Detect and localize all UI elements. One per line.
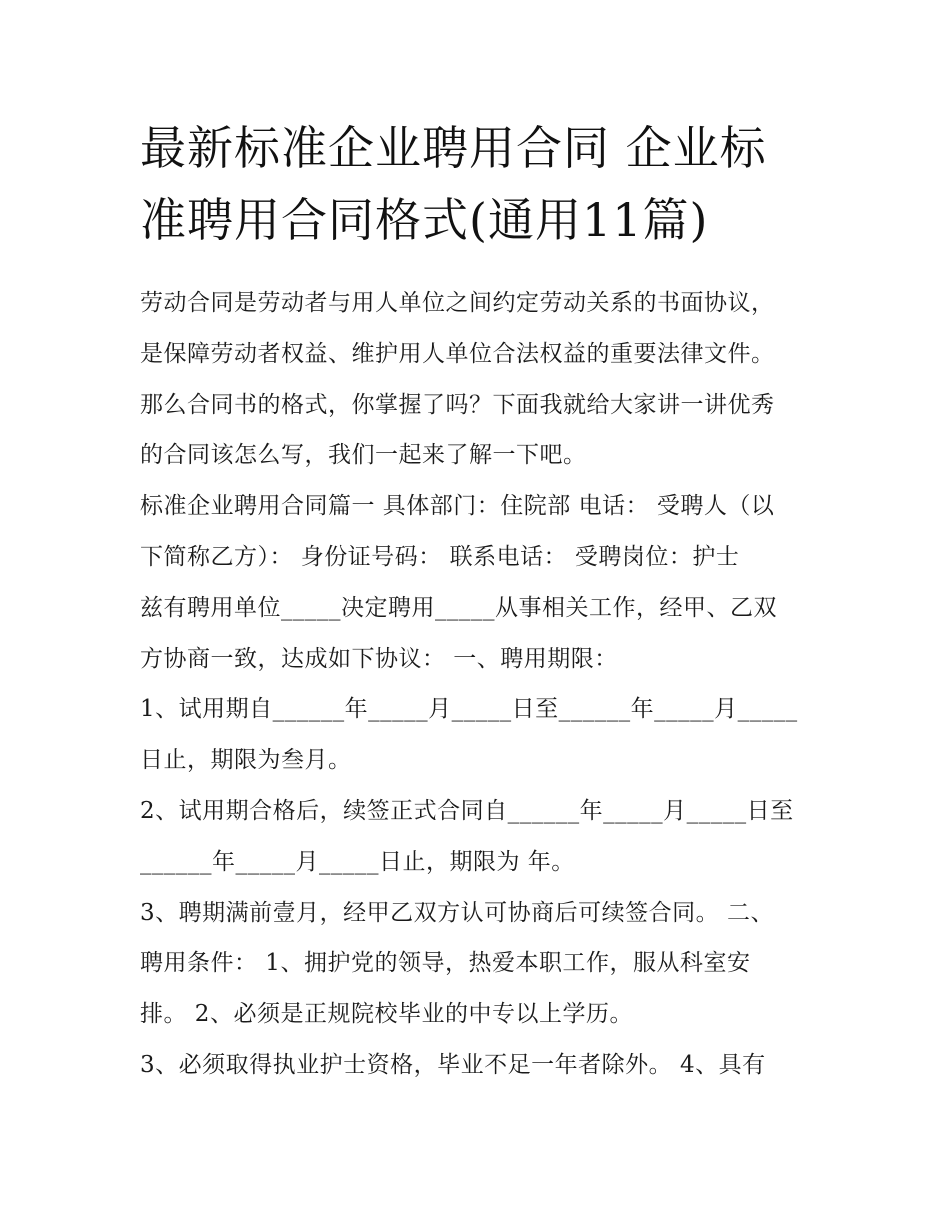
- text-line: ______年_____月_____日止，期限为 年。: [140, 848, 575, 875]
- clause-formal-contract: [140, 786, 830, 888]
- text-line: 聘用条件： 1、拥护党的领导，热爱本职工作，服从科室安: [140, 950, 751, 977]
- text-line: 1、试用期自______年_____月_____日至______年_____月_____: [140, 696, 798, 723]
- text-line: 日止，期限为叁月。: [140, 747, 352, 774]
- text-line: 排。 2、必须是正规院校毕业的中专以上学历。: [140, 1001, 633, 1028]
- clause-probation: [140, 684, 830, 786]
- document-title: [140, 112, 830, 256]
- text-line: 兹有聘用单位_____决定聘用_____从事相关工作，经甲、乙双: [140, 594, 777, 621]
- text-line: 劳动合同是劳动者与用人单位之间约定劳动关系的书面协议，: [140, 290, 775, 316]
- document-body: [140, 278, 830, 1091]
- text-line: 2、试用期合格后，续签正式合同自______年_____月_____日至: [140, 797, 794, 824]
- text-line: 那么合同书的格式，你掌握了吗？下面我就给大家讲一讲优秀: [140, 391, 775, 418]
- title-line: 准聘用合同格式(通用11篇): [140, 193, 709, 247]
- title-line: 最新标准企业聘用合同 企业标: [140, 121, 767, 175]
- contract-header-paragraph: [140, 481, 830, 684]
- intro-paragraph: [140, 278, 830, 481]
- clause-renewal-conditions: [140, 888, 830, 1040]
- text-line: 是保障劳动者权益、维护用人单位合法权益的重要法律文件。: [140, 340, 775, 367]
- text-line: 标准企业聘用合同篇一 具体部门：住院部 电话： 受聘人（以: [140, 493, 775, 520]
- text-line: 3、聘期满前壹月，经甲乙双方认可协商后可续签合同。 二、: [140, 899, 774, 926]
- text-line: 3、必须取得执业护士资格，毕业不足一年者除外。 4、具有: [140, 1051, 766, 1078]
- text-line: 下简称乙方）： 身份证号码： 联系电话： 受聘岗位：护士: [140, 543, 740, 570]
- clause-qualification: [140, 1040, 830, 1091]
- text-line: 的合同该怎么写，我们一起来了解一下吧。: [140, 442, 587, 469]
- text-line: 方协商一致，达成如下协议： 一、聘用期限：: [140, 645, 618, 672]
